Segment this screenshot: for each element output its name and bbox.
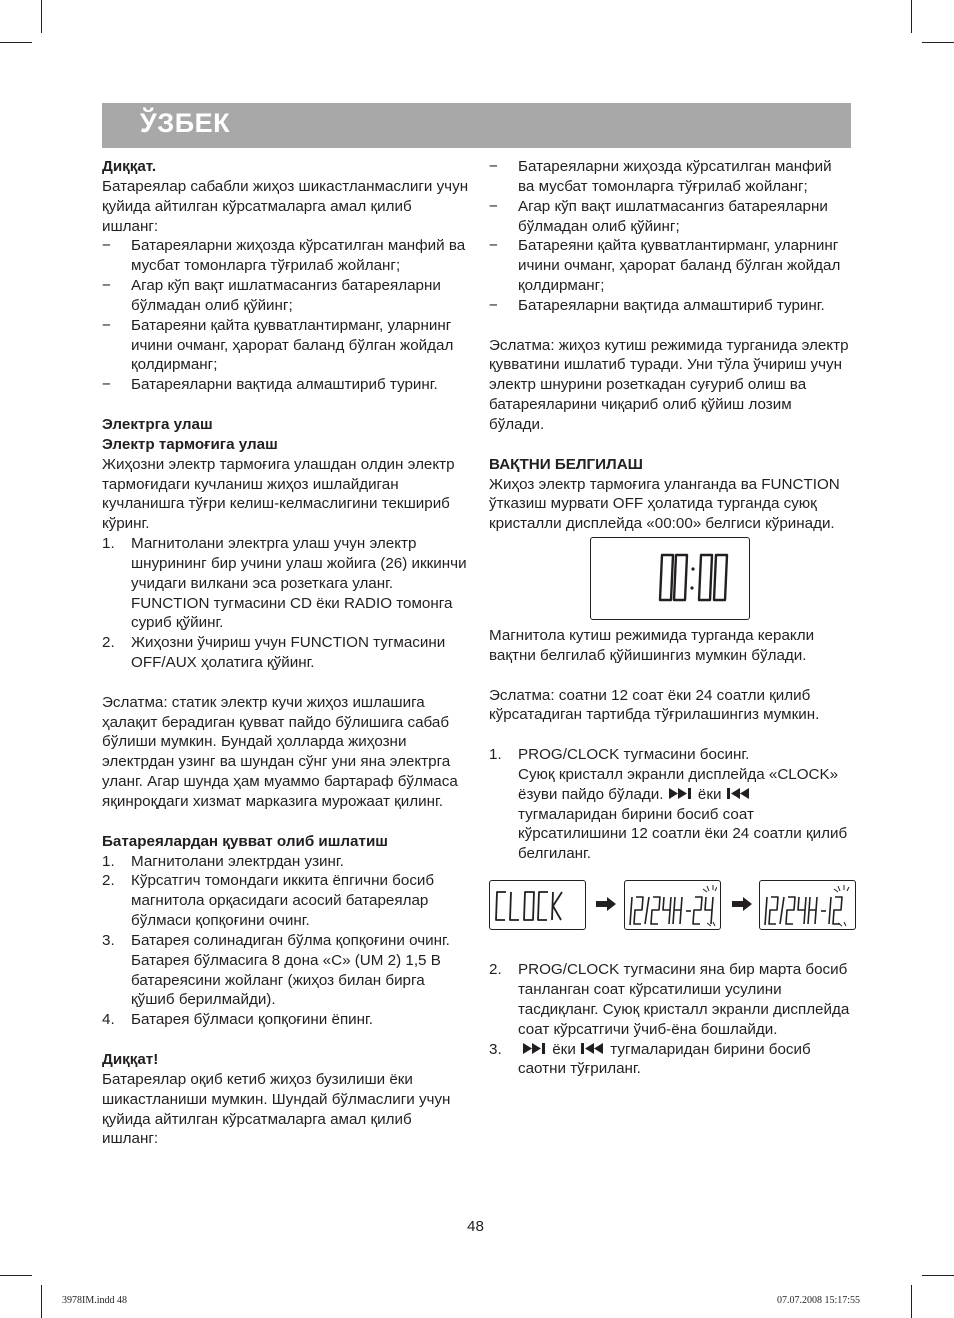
list-item: 4. Батарея бўлмаси қопқоғини ёпинг. bbox=[102, 1011, 373, 1029]
crop-mark bbox=[922, 42, 954, 43]
time-heading: ВАҚТНИ БЕЛГИЛАШ bbox=[489, 455, 643, 473]
attention-text: Батареялар сабабли жиҳоз шикастланмаслиги учун қуйида айтилган кўрсатмаларга амал қилиб ишланг: bbox=[102, 177, 469, 235]
lcd-text-clock bbox=[494, 889, 574, 923]
crop-mark bbox=[0, 1275, 32, 1276]
list-item: 1. Магнитолани электрдан узинг. bbox=[102, 852, 344, 870]
standby-text: Магнитола кутиш режимида турганда керакли вақтни белгилаб қўйишингиз мумкин бўлади. bbox=[489, 627, 815, 664]
mains-text: Жиҳозни электр тармоғига улашдан олдин электр тармоғидаги кучланиш жиҳоз ишлайдиган кучланишга тўғри келиш-келмаслигини текшириб кўринг. bbox=[102, 455, 455, 533]
crop-mark bbox=[911, 0, 912, 33]
right-column bbox=[489, 157, 851, 1079]
note-static: Эслатма: статик электр кучи жиҳоз ишлашига ҳалақит берадиган қувват пайдо бўлишига сабаб бўлиши мумкин. Бундай ҳолларда жиҳозни электрдан узинг ва шундан сўнг уни яна электрга уланг. Агар шунда ҳам муаммо бартараф бўлмаса яқинроқдаги хизмат марказига мурожаат қилинг. bbox=[102, 693, 458, 810]
list-item: 3. Батарея солинадиган бўлма қопқоғини очинг. Батарея бўлмасига 8 дона «C» (UM 2) 1,5 В батареясини жойланг (жиҳоз билан бирга қўшиб берилмайди). bbox=[102, 931, 450, 1009]
left-column bbox=[102, 157, 470, 1149]
list-item: 1. Магнитолани электрга улаш учун электр шнурининг бир учини улаш жойига (26) иккинчи учидаги вилкани эса розеткага уланг. FUNCTION тугмасини CD ёки RADIO томонга суриб қўйинг. bbox=[102, 535, 467, 632]
lcd-digits-00-00 bbox=[658, 552, 736, 604]
lcd-display-24h bbox=[624, 880, 721, 930]
crop-mark bbox=[41, 0, 42, 33]
attention-heading: Диққат. bbox=[102, 158, 157, 175]
mains-heading: Электр тармоғига улаш bbox=[102, 435, 278, 453]
list-item: − Батареяларни жиҳозда кўрсатилган манфий ва мусбат томонларга тўғрилаб жойланг; bbox=[489, 158, 832, 195]
lcd-text-24h bbox=[627, 883, 717, 927]
crop-mark bbox=[41, 1285, 42, 1318]
time-text: Жиҳоз электр тармоғига уланганда ва FUNCTION ўтказиш мурвати OFF ҳолатида турганда суюқ кристалли дисплейда «00:00» белгиси кўринади. bbox=[489, 475, 840, 533]
attention-text-2: Батареялар оқиб кетиб жиҳоз бузилиши ёки шикастланиши мумкин. Шундай бўлмаслиги учун қуйида айтилган кўрсатмаларга амал қилиб ишланг: bbox=[102, 1070, 451, 1148]
list-item: − Батареяни қайта қувватлантирманг, уларнинг ичини очманг, ҳарорат баланд бўлган жойдал қолдирманг; bbox=[489, 237, 841, 295]
list-item: 3. ёки тугмаларидан бирини босиб саотни тўғриланг. bbox=[489, 1040, 811, 1078]
list-item: 2. Жиҳозни ўчириш учун FUNCTION тугмасини OFF/AUX ҳолатига қўйинг. bbox=[102, 634, 446, 672]
list-item: 1. PROG/CLOCK тугмасини босинг. Суюқ кристалл экранли дисплейда «CLOCK» ёзуви пайдо бўлади. ёки тугмаларидан бирини босиб соат кўрсатилишини 12 соатли ёки 24 соатли қилиб белгиланг. bbox=[489, 746, 848, 863]
power-heading: Электрга улаш bbox=[102, 415, 213, 433]
previous-track-icon bbox=[580, 1042, 606, 1055]
crop-mark bbox=[922, 1275, 954, 1276]
slug-date: 07.07.2008 15:17:55 bbox=[777, 1295, 861, 1306]
language-title: ЎЗБЕК bbox=[140, 108, 231, 138]
lcd-display-default bbox=[590, 537, 750, 620]
arrow-right-icon bbox=[731, 897, 753, 911]
list-item: − Агар кўп вақт ишлатмасангиз батареяларни бўлмадан олиб қўйинг; bbox=[102, 277, 441, 314]
list-item: − Батареяларни вақтида алмаштириб туринг. bbox=[489, 296, 825, 314]
previous-track-icon bbox=[726, 787, 752, 800]
next-track-icon bbox=[522, 1042, 548, 1055]
lcd-display-clock bbox=[489, 880, 586, 930]
list-item: − Батареяларни жиҳозда кўрсатилган манфий ва мусбат томонларга тўғрилаб жойланг; bbox=[102, 237, 466, 275]
lcd-display-12h bbox=[759, 880, 856, 930]
battery-heading: Батареялардан қувват олиб ишлатиш bbox=[102, 832, 388, 850]
list-item: 2. PROG/CLOCK тугмасини яна бир марта босиб танланган соат кўрсатилиши усулини тасдиқланг. Суюқ кристалл экранли дисплейда соат кўрсатгичи ўчиб-ёна бошлайди. bbox=[489, 961, 850, 1038]
crop-mark bbox=[0, 42, 32, 43]
lcd-text-12h bbox=[762, 883, 852, 927]
note-12-24: Эслатма: соатни 12 соат ёки 24 соатли қилиб кўрсатадиган тартибда тўғрилашингиз мумкин. bbox=[489, 686, 820, 724]
crop-mark bbox=[911, 1285, 912, 1318]
arrow-right-icon bbox=[595, 897, 617, 911]
section-header bbox=[102, 103, 851, 148]
next-track-icon bbox=[668, 787, 694, 800]
list-item: − Батареяни қайта қувватлантирманг, уларнинг ичини очманг, ҳарорат баланд бўлган жойдал қолдирманг; bbox=[102, 316, 454, 374]
slug-file: 3978IM.indd 48 bbox=[62, 1295, 127, 1306]
list-item: 2. Кўрсатгич томондаги иккита ёпгични босиб магнитола орқасидаги асосий батареялар бўлмаси қопқоғини очинг. bbox=[102, 872, 435, 930]
page-number: 48 bbox=[467, 1218, 484, 1235]
attention-heading-2: Диққат! bbox=[102, 1050, 159, 1068]
lcd-sequence bbox=[489, 880, 851, 936]
list-item: − Агар кўп вақт ишлатмасангиз батареяларни бўлмадан олиб қўйинг; bbox=[489, 197, 828, 235]
note-standby: Эслатма: жиҳоз кутиш режимида турганида электр қувватини ишлатиб туради. Уни тўла ўчириш учун электр шнурини розеткадан суғуриб олиш ва батареяларини чиқариб олиб қўйиш лозим бўлади. bbox=[489, 336, 849, 433]
list-item: − Батареяларни вақтида алмаштириб туринг. bbox=[102, 376, 438, 394]
